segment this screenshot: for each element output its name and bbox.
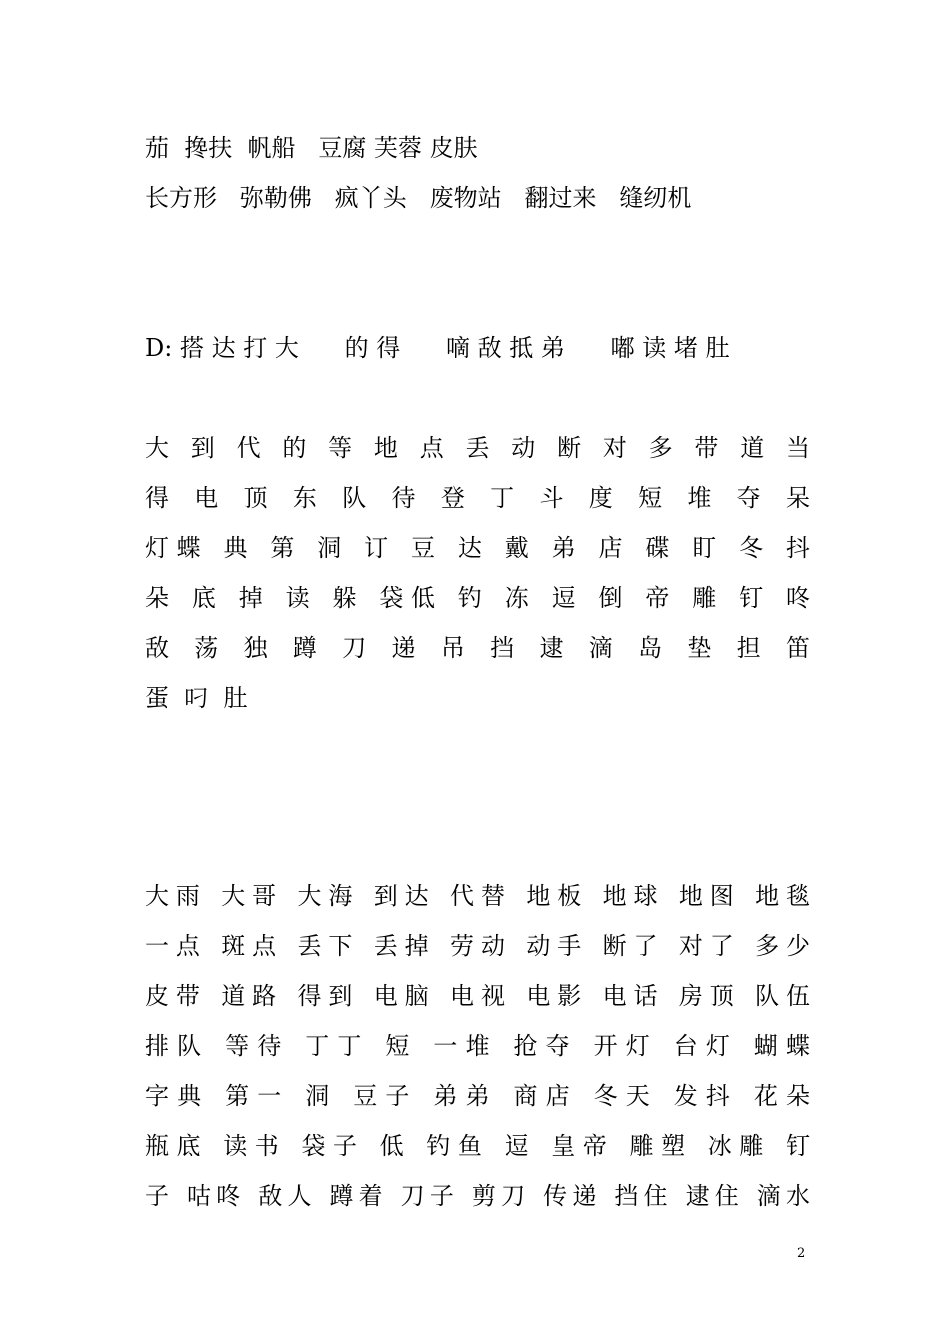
word-row-3: 皮带 道路 得到 电脑 电视 电影 电话 房顶 队伍 [145, 982, 810, 1010]
word-row-5: 字典 第一 洞 豆子 弟弟 商店 冬天 发抖 花朵 [145, 1082, 810, 1110]
word-row-1: 大雨 大哥 大海 到达 代替 地板 地球 地图 地毯 [145, 882, 810, 910]
word-row-2: 一点 斑点 丢下 丢掉 劳动 动手 断了 对了 多少 [145, 932, 810, 960]
word-line-1: 茄 搀扶 帆船 豆腐 芙蓉 皮肤 [145, 134, 478, 162]
section-d-header: D: 搭 达 打 大 的 得 嘀 敌 抵 弟 嘟 读 堵 肚 [145, 334, 730, 362]
page-number: 2 [797, 1246, 806, 1261]
word-row-6: 瓶底 读书 袋子 低 钓鱼 逗 皇帝 雕塑 冰雕 钉 [145, 1132, 810, 1160]
char-row-1: 大 到 代 的 等 地 点 丢 动 断 对 多 带 道 当 [145, 434, 810, 462]
word-line-2: 长方形 弥勒佛 疯丫头 废物站 翻过来 缝纫机 [145, 184, 692, 212]
char-row-4: 朵 底 掉 读 躲 袋低 钓 冻 逗 倒 帝 雕 钉 咚 [145, 584, 810, 612]
word-row-7: 子 咕咚 敌人 蹲着 刀子 剪刀 传递 挡住 逮住 滴水 [145, 1182, 810, 1210]
char-row-3: 灯蝶 典 第 洞 订 豆 达 戴 弟 店 碟 盯 冬 抖 [145, 534, 810, 562]
word-row-4: 排队 等待 丁丁 短 一堆 抢夺 开灯 台灯 蝴蝶 [145, 1032, 810, 1060]
char-row-5: 敌 荡 独 蹲 刀 递 吊 挡 逮 滴 岛 垫 担 笛 [145, 634, 810, 662]
char-row-6: 蛋 叼 肚 [145, 684, 248, 712]
char-row-2: 得 电 顶 东 队 待 登 丁 斗 度 短 堆 夺 呆 [145, 484, 810, 512]
